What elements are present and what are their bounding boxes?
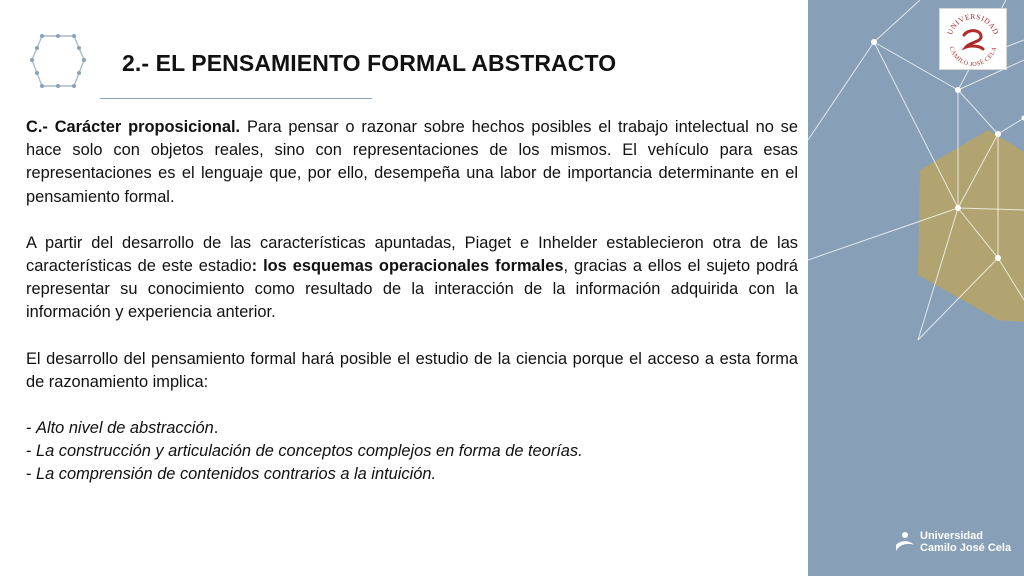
list-text: La construcción y articulación de conceptos complejos en forma de teorías. xyxy=(36,442,583,461)
list-dash: - xyxy=(26,465,37,484)
university-seal-logo xyxy=(939,8,1007,70)
paragraph-science: El desarrollo del pensamiento formal hará posible el estudio de la ciencia porque el acceso a esta forma de razonamiento implica: xyxy=(26,349,798,391)
slide-title: 2.- EL PENSAMIENTO FORMAL ABSTRACTO xyxy=(122,50,617,76)
paragraph-bold: : los esquemas operacionales formales xyxy=(251,257,564,276)
network-lines-graphic xyxy=(808,0,1024,576)
ucjc-mark-icon xyxy=(894,531,916,553)
list-text: Alto nivel de abstracción xyxy=(36,419,214,438)
list-end: . xyxy=(213,419,219,438)
svg-text:UNIVERSIDAD xyxy=(945,12,1001,36)
list-item xyxy=(26,417,798,440)
seal-bottom-text: CAMILO JOSÉ CELA xyxy=(947,45,999,69)
list-item xyxy=(26,463,798,486)
list-text: La comprensión de contenidos contrarios a la intuición. xyxy=(36,465,437,484)
svg-text:CAMILO JOSÉ CELA xyxy=(948,46,999,69)
paragraph-schemes xyxy=(26,232,798,325)
decorative-side-panel xyxy=(808,0,1024,576)
seal-emblem xyxy=(940,9,1006,69)
list-dash: - xyxy=(26,442,37,461)
list-item xyxy=(26,440,798,463)
paragraph-text: Para pensar o razonar sobre hechos posibles el trabajo intelectual no se hace solo con objetos reales, sino con representaciones de los mismos. El vehículo para esas representaciones es el lenguaje que, por ello, desempeña una labor de importancia determinante en el pensamiento formal. xyxy=(26,118,798,206)
ucjc-wordmark-text xyxy=(920,530,1011,554)
paragraph-text: A partir del desarrollo de las características apuntadas, Piaget e Inhelder establecieron otra de las características de este estadio xyxy=(26,233,798,276)
paragraph-lead: C.- Carácter proposicional. xyxy=(26,118,241,136)
title-underline xyxy=(100,98,372,99)
list-dash: - xyxy=(26,419,37,438)
seal-top-text: UNIVERSIDAD xyxy=(945,11,1001,36)
paragraph-propositional xyxy=(26,116,798,209)
ucjc-wordmark-logo xyxy=(894,530,1022,558)
slide-body xyxy=(26,116,798,487)
wordmark-line2: Camilo José Cela xyxy=(920,542,1012,554)
paragraph-text: , gracias a ellos el sujeto podrá representar su conocimiento como resultado de la interacción de la información adquirida con la información y experiencia anterior. xyxy=(26,257,798,322)
wordmark-line1: Universidad xyxy=(920,530,983,542)
hexagon-dots-icon xyxy=(28,32,88,90)
